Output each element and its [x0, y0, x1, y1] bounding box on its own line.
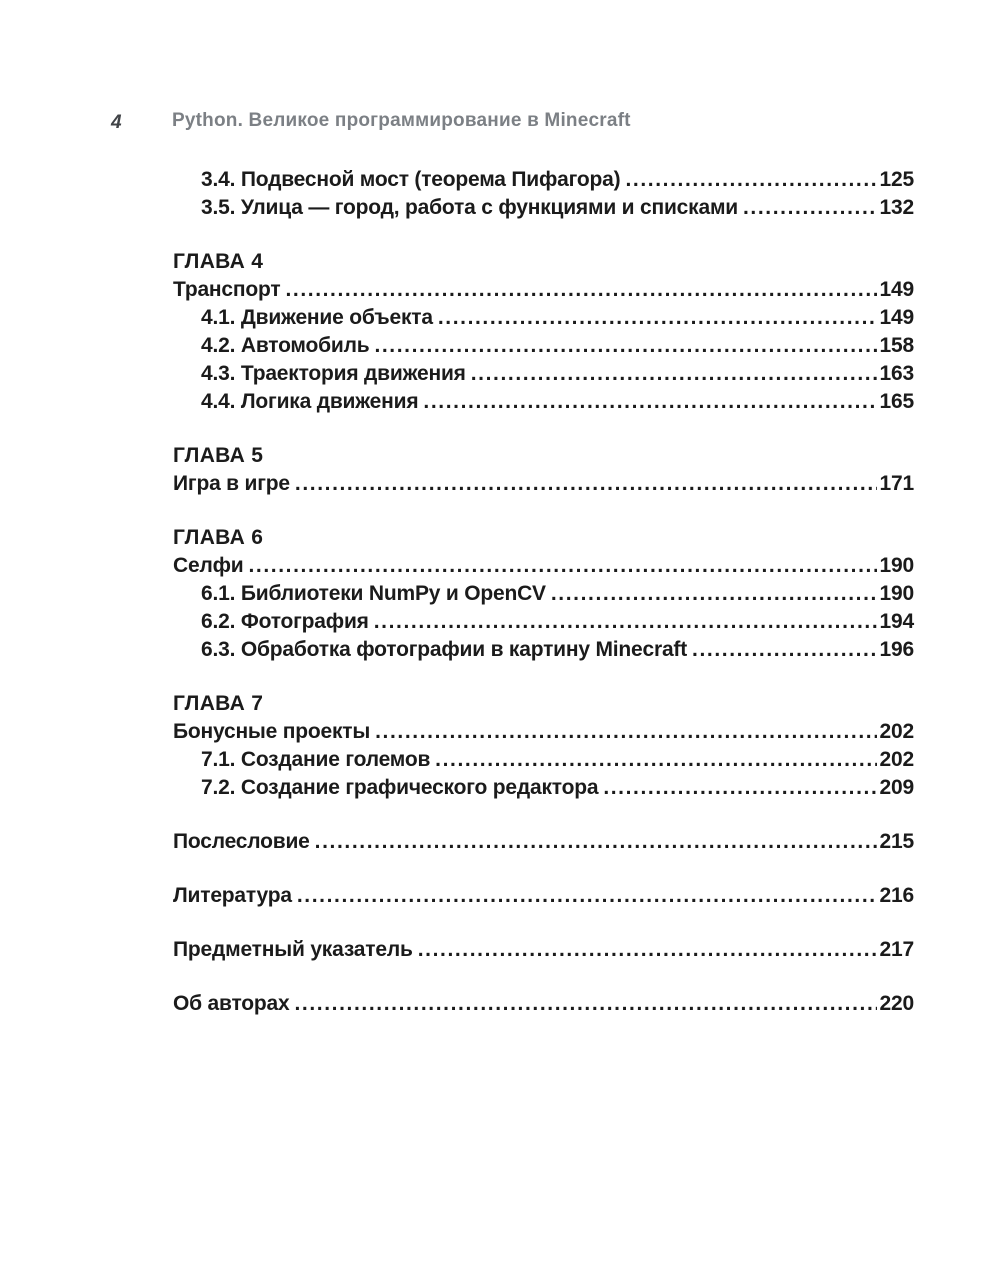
toc-entry	[173, 166, 914, 194]
toc-entry-page: 216	[879, 884, 914, 907]
dot-leader	[435, 746, 876, 774]
toc-entry-page: 190	[879, 554, 914, 577]
toc-entry-label: Послесловие	[173, 830, 310, 853]
dot-leader	[297, 882, 877, 910]
dot-leader	[438, 304, 877, 332]
chapter-heading	[173, 524, 914, 552]
dot-leader	[248, 552, 876, 580]
toc-entry	[173, 360, 914, 388]
toc-entry-label: 3.4. Подвесной мост (теорема Пифагора)	[201, 168, 621, 191]
toc-entry	[173, 304, 914, 332]
chapter-heading-label: ГЛАВА 4	[173, 250, 264, 273]
running-header	[0, 110, 1000, 138]
toc-entry-page: 220	[879, 992, 914, 1015]
toc-entry-label: Бонусные проекты	[173, 720, 371, 743]
dot-leader	[423, 388, 876, 416]
dot-leader	[418, 936, 877, 964]
dot-leader	[625, 166, 876, 194]
dot-leader	[315, 828, 877, 856]
toc-group-chapter5	[173, 442, 914, 498]
dot-leader	[692, 636, 877, 664]
toc-entry	[173, 608, 914, 636]
toc-entry-page: 215	[879, 830, 914, 853]
toc-entry-page: 132	[879, 196, 914, 219]
dot-leader	[375, 718, 876, 746]
toc-entry	[173, 774, 914, 802]
toc-entry	[173, 470, 914, 498]
toc-entry-label: 4.3. Траектория движения	[201, 362, 466, 385]
toc-entry-page: 125	[879, 168, 914, 191]
toc-entry	[173, 194, 914, 222]
toc-entry	[173, 388, 914, 416]
toc-entry	[173, 552, 914, 580]
toc-group-chapter6	[173, 524, 914, 664]
toc-entry-label: Селфи	[173, 554, 244, 577]
toc-group-literature	[173, 882, 914, 910]
toc-entry-label: 4.4. Логика движения	[201, 390, 419, 413]
toc-entry	[173, 276, 914, 304]
chapter-heading	[173, 442, 914, 470]
toc-entry-label: 3.5. Улица — город, работа с функциями и списками	[201, 196, 738, 219]
toc-entry-label: Об авторах	[173, 992, 290, 1015]
toc-group-index	[173, 936, 914, 964]
dot-leader	[743, 194, 877, 222]
page-number: 4	[111, 112, 122, 133]
chapter-heading	[173, 248, 914, 276]
toc-entry	[173, 332, 914, 360]
toc-entry-page: 202	[879, 720, 914, 743]
chapter-heading-label: ГЛАВА 5	[173, 444, 264, 467]
toc-entry-page: 209	[879, 776, 914, 799]
toc-entry-page: 163	[879, 362, 914, 385]
toc-entry	[173, 936, 914, 964]
toc-group-afterword	[173, 828, 914, 856]
chapter-heading	[173, 690, 914, 718]
dot-leader	[603, 774, 876, 802]
dot-leader	[471, 360, 877, 388]
toc-entry	[173, 828, 914, 856]
toc-group-about-authors	[173, 990, 914, 1018]
toc-group-chapter3-tail	[173, 166, 914, 222]
toc-entry-page: 202	[879, 748, 914, 771]
dot-leader	[295, 470, 877, 498]
chapter-heading-label: ГЛАВА 6	[173, 526, 264, 549]
toc-entry-page: 217	[879, 938, 914, 961]
toc-group-chapter7	[173, 690, 914, 802]
table-of-contents	[173, 166, 914, 1018]
dot-leader	[294, 990, 876, 1018]
running-title: Python. Великое программирование в Minecraft	[172, 110, 631, 131]
toc-entry	[173, 882, 914, 910]
toc-entry-page: 158	[879, 334, 914, 357]
toc-entry-label: 7.2. Создание графического редактора	[201, 776, 599, 799]
toc-entry-page: 165	[879, 390, 914, 413]
toc-entry	[173, 746, 914, 774]
toc-entry-label: 6.1. Библиотеки NumPy и OpenCV	[201, 582, 546, 605]
toc-entry-label: Литература	[173, 884, 292, 907]
toc-entry	[173, 636, 914, 664]
toc-entry-page: 196	[879, 638, 914, 661]
toc-entry	[173, 990, 914, 1018]
toc-entry-label: Предметный указатель	[173, 938, 413, 961]
toc-entry	[173, 580, 914, 608]
chapter-heading-label: ГЛАВА 7	[173, 692, 264, 715]
toc-entry-label: 6.3. Обработка фотографии в картину Minecraft	[201, 638, 688, 661]
dot-leader	[285, 276, 876, 304]
toc-group-chapter4	[173, 248, 914, 416]
toc-entry-page: 190	[879, 582, 914, 605]
toc-entry-label: 6.2. Фотография	[201, 610, 369, 633]
toc-entry-label: 7.1. Создание големов	[201, 748, 431, 771]
toc-entry-page: 149	[879, 306, 914, 329]
toc-entry-label: 4.2. Автомобиль	[201, 334, 370, 357]
dot-leader	[374, 608, 877, 636]
toc-entry-label: Транспорт	[173, 278, 281, 301]
toc-entry	[173, 718, 914, 746]
toc-entry-label: 4.1. Движение объекта	[201, 306, 433, 329]
toc-entry-page: 194	[879, 610, 914, 633]
toc-entry-label: Игра в игре	[173, 472, 290, 495]
toc-entry-page: 149	[879, 278, 914, 301]
dot-leader	[374, 332, 876, 360]
dot-leader	[551, 580, 877, 608]
toc-entry-page: 171	[879, 472, 914, 495]
